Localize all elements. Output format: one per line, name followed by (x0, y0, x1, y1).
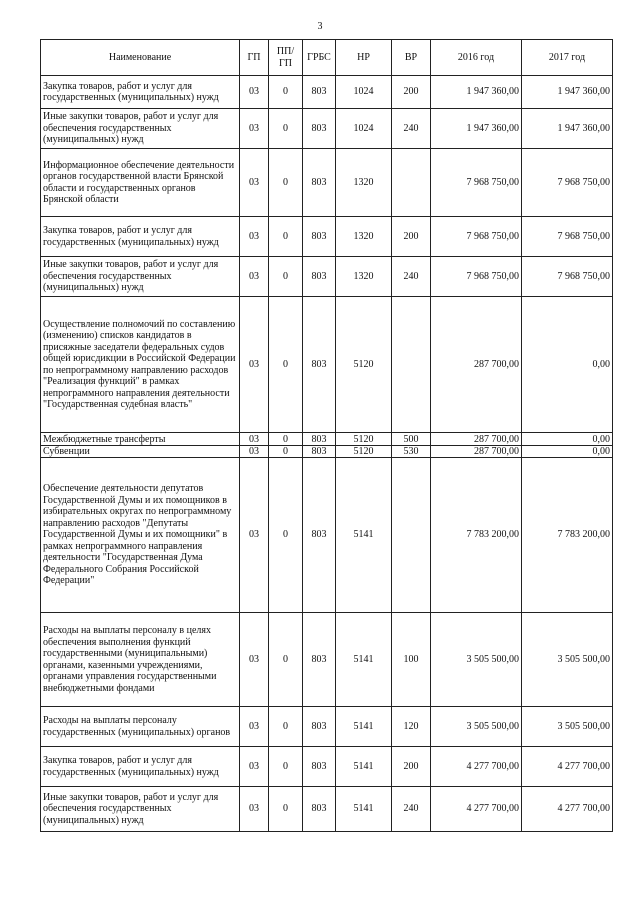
cell-grbs: 803 (303, 458, 336, 613)
header-vr: ВР (392, 40, 431, 76)
cell-gp: 03 (240, 747, 269, 787)
cell-2016: 7 968 750,00 (431, 257, 522, 297)
cell-2017: 7 968 750,00 (522, 257, 613, 297)
cell-nr: 1320 (336, 217, 392, 257)
cell-vr (392, 149, 431, 217)
cell-vr: 200 (392, 76, 431, 109)
cell-2016: 1 947 360,00 (431, 76, 522, 109)
cell-2017: 4 277 700,00 (522, 747, 613, 787)
cell-name: Межбюджетные трансферты (41, 433, 240, 446)
cell-gp: 03 (240, 76, 269, 109)
cell-name: Закупка товаров, работ и услуг для государственных (муниципальных) нужд (41, 747, 240, 787)
table-row (41, 217, 613, 257)
cell-gp: 03 (240, 707, 269, 747)
cell-vr: 500 (392, 433, 431, 446)
cell-nr: 5141 (336, 458, 392, 613)
header-gp: ГП (240, 40, 269, 76)
header-2016: 2016 год (431, 40, 522, 76)
cell-name: Закупка товаров, работ и услуг для государственных (муниципальных) нужд (41, 76, 240, 109)
cell-grbs: 803 (303, 747, 336, 787)
cell-vr: 240 (392, 109, 431, 149)
cell-gp: 03 (240, 787, 269, 832)
cell-gp: 03 (240, 458, 269, 613)
cell-vr: 100 (392, 613, 431, 707)
table-header-row (41, 40, 613, 76)
cell-2017: 1 947 360,00 (522, 76, 613, 109)
cell-2017: 0,00 (522, 433, 613, 446)
cell-grbs: 803 (303, 787, 336, 832)
cell-nr: 1024 (336, 109, 392, 149)
cell-ppgp: 0 (269, 787, 303, 832)
table-row (41, 297, 613, 433)
cell-ppgp: 0 (269, 707, 303, 747)
cell-nr: 5141 (336, 787, 392, 832)
cell-nr: 5120 (336, 446, 392, 458)
cell-2016: 4 277 700,00 (431, 747, 522, 787)
table-row (41, 446, 613, 458)
cell-vr: 200 (392, 217, 431, 257)
cell-2017: 7 783 200,00 (522, 458, 613, 613)
cell-ppgp: 0 (269, 76, 303, 109)
cell-vr (392, 458, 431, 613)
cell-ppgp: 0 (269, 433, 303, 446)
header-ppgp: ПП/ГП (269, 40, 303, 76)
cell-2017: 1 947 360,00 (522, 109, 613, 149)
cell-2016: 7 783 200,00 (431, 458, 522, 613)
cell-name: Субвенции (41, 446, 240, 458)
cell-name: Расходы на выплаты персоналу государственных (муниципальных) органов (41, 707, 240, 747)
cell-2017: 0,00 (522, 446, 613, 458)
cell-grbs: 803 (303, 433, 336, 446)
table-row (41, 458, 613, 613)
cell-nr: 1320 (336, 257, 392, 297)
cell-grbs: 803 (303, 217, 336, 257)
cell-gp: 03 (240, 297, 269, 433)
table-row (41, 787, 613, 832)
cell-vr (392, 297, 431, 433)
cell-2017: 3 505 500,00 (522, 613, 613, 707)
table-row (41, 109, 613, 149)
cell-2017: 4 277 700,00 (522, 787, 613, 832)
cell-ppgp: 0 (269, 747, 303, 787)
table-row (41, 707, 613, 747)
cell-gp: 03 (240, 109, 269, 149)
cell-name: Иные закупки товаров, работ и услуг для обеспечения государственных (муниципальных) нужд (41, 109, 240, 149)
table-row (41, 149, 613, 217)
cell-nr: 1320 (336, 149, 392, 217)
cell-vr: 120 (392, 707, 431, 747)
cell-2017: 7 968 750,00 (522, 149, 613, 217)
header-2017: 2017 год (522, 40, 613, 76)
cell-2016: 7 968 750,00 (431, 217, 522, 257)
cell-name: Осуществление полномочий по составлению (изменению) списков кандидатов в присяжные заседатели федеральных судов общей юрисдикции в Российской Федерации по непрограммному направлению расходов "Реализация функций" в рамках непрограммного направления деятельности "Государственная судебная власть" (41, 297, 240, 433)
cell-name: Информационное обеспечение деятельности органов государственной власти Брянской области и государственных органов Брянской области (41, 149, 240, 217)
cell-ppgp: 0 (269, 217, 303, 257)
cell-grbs: 803 (303, 297, 336, 433)
cell-grbs: 803 (303, 257, 336, 297)
cell-vr: 240 (392, 257, 431, 297)
header-name: Наименование (41, 40, 240, 76)
cell-vr: 240 (392, 787, 431, 832)
cell-gp: 03 (240, 613, 269, 707)
cell-ppgp: 0 (269, 257, 303, 297)
cell-gp: 03 (240, 149, 269, 217)
cell-grbs: 803 (303, 613, 336, 707)
cell-2016: 4 277 700,00 (431, 787, 522, 832)
cell-name: Обеспечение деятельности депутатов Государственной Думы и их помощников в избирательных округах по непрограммному направлению расходов "Депутаты Государственной Думы и их помощники" в рамках непрограммного направления деятельности "Государственная Дума Федерального Собрания Российской Федерации" (41, 458, 240, 613)
cell-ppgp: 0 (269, 446, 303, 458)
cell-grbs: 803 (303, 149, 336, 217)
cell-2017: 0,00 (522, 297, 613, 433)
table-row (41, 257, 613, 297)
cell-grbs: 803 (303, 109, 336, 149)
cell-nr: 5141 (336, 747, 392, 787)
cell-grbs: 803 (303, 76, 336, 109)
cell-nr: 5141 (336, 613, 392, 707)
cell-ppgp: 0 (269, 458, 303, 613)
cell-2016: 287 700,00 (431, 297, 522, 433)
cell-name: Закупка товаров, работ и услуг для государственных (муниципальных) нужд (41, 217, 240, 257)
cell-nr: 5120 (336, 433, 392, 446)
cell-2017: 3 505 500,00 (522, 707, 613, 747)
cell-2016: 287 700,00 (431, 433, 522, 446)
cell-nr: 5141 (336, 707, 392, 747)
cell-grbs: 803 (303, 707, 336, 747)
table-row (41, 747, 613, 787)
table-row (41, 613, 613, 707)
page-number: 3 (317, 21, 323, 32)
cell-ppgp: 0 (269, 297, 303, 433)
cell-gp: 03 (240, 433, 269, 446)
table-row (41, 433, 613, 446)
cell-ppgp: 0 (269, 613, 303, 707)
cell-gp: 03 (240, 217, 269, 257)
cell-2017: 7 968 750,00 (522, 217, 613, 257)
cell-nr: 1024 (336, 76, 392, 109)
header-nr: НР (336, 40, 392, 76)
cell-ppgp: 0 (269, 149, 303, 217)
cell-2016: 1 947 360,00 (431, 109, 522, 149)
table-row (41, 76, 613, 109)
cell-vr: 530 (392, 446, 431, 458)
cell-2016: 3 505 500,00 (431, 707, 522, 747)
cell-ppgp: 0 (269, 109, 303, 149)
cell-vr: 200 (392, 747, 431, 787)
table-body (41, 76, 613, 832)
cell-name: Расходы на выплаты персоналу в целях обеспечения выполнения функций государственными (муниципальными) органами, казенными учреждениями, органами управления государственными внебюджетными фондами (41, 613, 240, 707)
header-grbs: ГРБС (303, 40, 336, 76)
cell-grbs: 803 (303, 446, 336, 458)
cell-2016: 287 700,00 (431, 446, 522, 458)
cell-gp: 03 (240, 257, 269, 297)
budget-table (40, 39, 613, 832)
cell-name: Иные закупки товаров, работ и услуг для обеспечения государственных (муниципальных) нужд (41, 787, 240, 832)
cell-name: Иные закупки товаров, работ и услуг для обеспечения государственных (муниципальных) нужд (41, 257, 240, 297)
cell-2016: 3 505 500,00 (431, 613, 522, 707)
cell-2016: 7 968 750,00 (431, 149, 522, 217)
cell-nr: 5120 (336, 297, 392, 433)
cell-gp: 03 (240, 446, 269, 458)
